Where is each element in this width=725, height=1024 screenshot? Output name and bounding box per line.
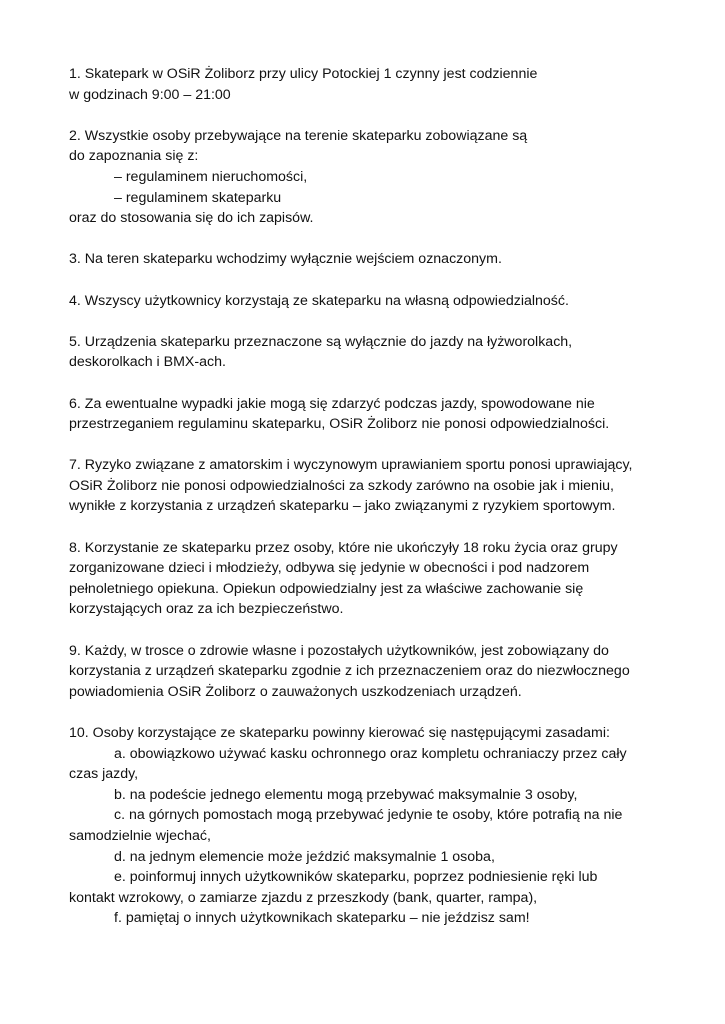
- regulations-document: [69, 64, 669, 950]
- rule-7: [69, 455, 669, 517]
- rule-7-line-2: OSiR Żoliborz nie ponosi odpowiedzialności za szkody zarówno na osobie jak i mieniu,: [69, 477, 614, 494]
- rule-2-list-item-2: – regulaminem skateparku: [114, 189, 282, 206]
- rule-6: [69, 394, 669, 435]
- rule-10-item-d: d. na jednym elemencie może jeździć maksymalnie 1 osoba,: [114, 848, 495, 865]
- rule-7-line-1: 7. Ryzyko związane z amatorskim i wyczynowym uprawianiem sportu ponosi uprawiający,: [69, 457, 633, 474]
- rule-10-item-c: c. na górnych pomostach mogą przebywać jedynie te osoby, które potrafią na nie: [114, 807, 623, 824]
- rule-3-line-1: 3. Na teren skateparku wchodzimy wyłącznie wejściem oznaczonym.: [69, 251, 502, 268]
- rule-8-line-1: 8. Korzystanie ze skateparku przez osoby, które nie ukończyły 18 roku życia oraz grupy: [69, 539, 618, 556]
- rule-5: [69, 332, 669, 373]
- rule-9-line-3: powiadomienia OSiR Żoliborz o zauważonych uszkodzeniach urządzeń.: [69, 683, 522, 700]
- rule-10: [69, 723, 669, 929]
- rule-2-line-1: 2. Wszystkie osoby przebywające na terenie skateparku zobowiązane są: [69, 127, 528, 144]
- rule-9-line-1: 9. Każdy, w trosce o zdrowie własne i pozostałych użytkowników, jest zobowiązany do: [69, 642, 609, 659]
- rule-7-line-3: wynikłe z korzystania z urządzeń skateparku – jako związanymi z ryzykiem sportowym.: [69, 498, 616, 515]
- rule-10-item-f: f. pamiętaj o innych użytkownikach skateparku – nie jeździsz sam!: [114, 910, 530, 927]
- rule-1-line-1: 1. Skatepark w OSiR Żoliborz przy ulicy Potockiej 1 czynny jest codziennie: [69, 66, 538, 82]
- rule-10-item-c-cont: samodzielnie wjechać,: [69, 827, 211, 844]
- rule-1: [69, 64, 669, 105]
- rule-10-item-a-cont: czas jazdy,: [69, 766, 139, 783]
- rule-6-line-1: 6. Za ewentualne wypadki jakie mogą się zdarzyć podczas jazdy, spowodowane nie: [69, 395, 595, 412]
- rule-5-line-2: deskorolkach i BMX-ach.: [69, 354, 226, 371]
- rule-9-line-2: korzystania z urządzeń skateparku zgodnie z ich przeznaczeniem oraz do niezwłocznego: [69, 663, 630, 680]
- rule-8-line-3: pełnoletniego opiekuna. Opiekun odpowiedzialny jest za właściwe zachowanie się: [69, 580, 584, 597]
- rule-2-list-item-1: – regulaminem nieruchomości,: [114, 168, 308, 185]
- rule-6-line-2: przestrzeganiem regulaminu skateparku, OSiR Żoliborz nie ponosi odpowiedzialności.: [69, 416, 610, 433]
- rule-2-line-2: do zapoznania się z:: [69, 148, 199, 165]
- rule-5-line-1: 5. Urządzenia skateparku przeznaczone są wyłącznie do jazdy na łyżworolkach,: [69, 333, 573, 350]
- rule-3: [69, 249, 669, 270]
- rule-8: [69, 538, 669, 620]
- rule-2-line-5: oraz do stosowania się do ich zapisów.: [69, 210, 314, 227]
- rule-10-item-e: e. poinformuj innych użytkowników skateparku, poprzez podniesienie ręki lub: [114, 869, 598, 886]
- rule-2: [69, 126, 669, 229]
- rule-8-line-2: zorganizowane dzieci i młodzieży, odbywa się jedynie w obecności i pod nadzorem: [69, 560, 590, 577]
- rule-10-line-1: 10. Osoby korzystające ze skateparku powinny kierować się następującymi zasadami:: [69, 725, 610, 741]
- rule-10-item-a: a. obowiązkowo używać kasku ochronnego oraz kompletu ochraniaczy przez cały: [114, 745, 627, 762]
- rule-9: [69, 641, 669, 703]
- rule-1-line-2: w godzinach 9:00 – 21:00: [69, 86, 231, 103]
- rule-4-line-1: 4. Wszyscy użytkownicy korzystają ze skateparku na własną odpowiedzialność.: [69, 292, 569, 309]
- rule-8-line-4: korzystających oraz za ich bezpieczeństwo.: [69, 601, 344, 618]
- rule-4: [69, 291, 669, 312]
- rule-10-item-b: b. na podeście jednego elementu mogą przebywać maksymalnie 3 osoby,: [114, 786, 578, 803]
- rule-10-item-e-cont: kontakt wzrokowy, o zamiarze zjazdu z przeszkody (bank, quarter, rampa),: [69, 889, 538, 906]
